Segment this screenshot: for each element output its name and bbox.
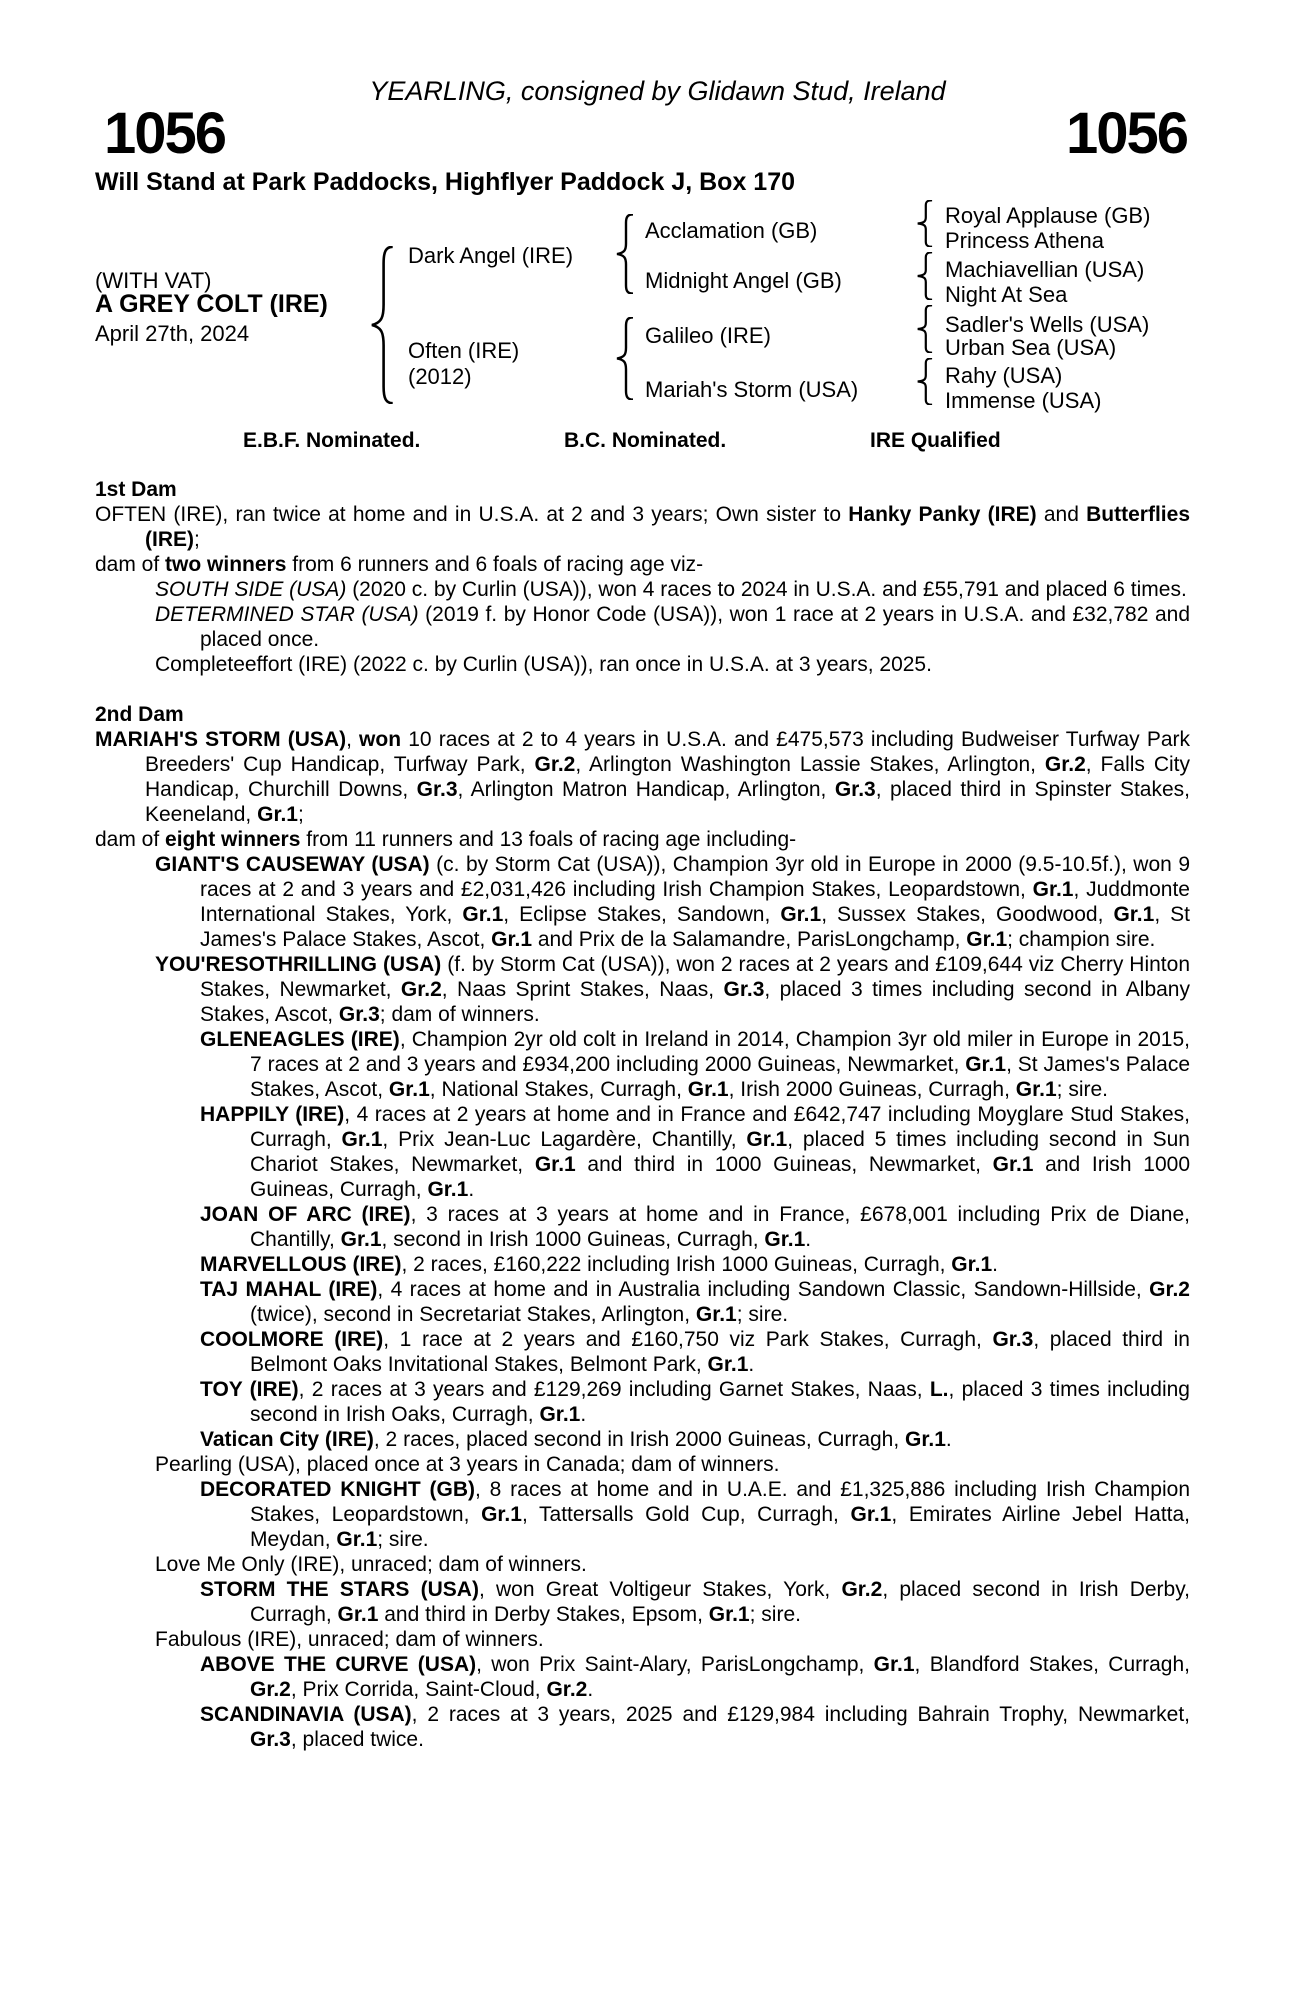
text-run: DETERMINED STAR (USA) [155,603,419,626]
pedigree-paragraph [95,1027,1190,1102]
text-run: , placed 5 times including second in Sun Chariot Stakes, Newmarket, [250,1128,1190,1176]
text-run: (c. by Storm Cat (USA)), Champion 3yr old in Europe in 2000 (9.5-10.5f.), won 9 races at 2 and 3 years and £2,031,426 including Irish Champion Stakes, Leopardstown, [200,853,1190,901]
text-run: , 2 races at 3 years, 2025 and £129,984 including Bahrain Trophy, Newmarket, [411,1703,1190,1726]
text-run: . [587,1678,594,1701]
text-run: ; sire. [749,1603,801,1626]
text-run: , 4 races at home and in Australia including Sandown Classic, Sandown-Hillside, [377,1278,1150,1301]
text-run: Gr.1 [1113,903,1155,926]
text-run: dam of [95,553,166,576]
pedigree-paragraph [95,602,1190,652]
text-run: (2020 c. by Curlin (USA)), won 4 races to 2024 in U.S.A. and £55,791 and placed 6 times. [346,578,1187,601]
text-run: . [468,1178,475,1201]
pedigree-paragraph [95,952,1190,1027]
pedigree-paragraph [95,1202,1190,1252]
text-run: Gr.3 [250,1728,291,1751]
text-run: Gr.1 [966,928,1008,951]
text-run: Gr.1 [462,903,504,926]
text-run: Gr.1 [1032,878,1074,901]
text-run: , Tattersalls Gold Cup, Curragh, [521,1503,851,1526]
text-run: , Prix Corrida, Saint-Cloud, [290,1678,547,1701]
stand-location-line: Will Stand at Park Paddocks, Highflyer Paddock J, Box 170 [95,168,795,196]
text-run: . [580,1403,587,1426]
text-run: , 2 races at 3 years and £129,269 including Garnet Stakes, Naas, [298,1378,930,1401]
text-run: , second in Irish 1000 Guineas, Curragh, [381,1228,765,1251]
text-run: Vatican City (IRE) [200,1428,374,1451]
text-run: TAJ MAHAL (IRE) [200,1278,378,1301]
text-run: Gr.1 [695,1303,737,1326]
text-run: from 6 runners and 6 foals of racing age viz- [286,553,704,576]
text-run: Gr.3 [723,978,765,1001]
text-run: and third in 1000 Guineas, Newmarket, [575,1153,993,1176]
pedigree-paragraph [95,652,1190,677]
text-run: Gr.1 [427,1178,469,1201]
dam-name: Often (IRE) [408,338,520,363]
text-run: Gr.3 [338,1003,380,1026]
text-run: OFTEN (IRE), ran twice at home and in U.S.A. at 2 and 3 years; Own sister to [95,503,849,526]
text-run: ; [297,803,304,826]
text-run: , St James's Palace Stakes, Ascot, [200,903,1191,951]
pedigree-paragraph [95,1627,1190,1652]
text-run: Gr.1 [708,1603,750,1626]
text-run: Gr.1 [481,1503,522,1526]
pedigree-paragraph [95,727,1190,827]
text-run: , placed 3 times including second in Irish Oaks, Curragh, [250,1378,1190,1426]
bc-nominated-label: B.C. Nominated. [564,429,727,452]
text-run: Completeeffort (IRE) (2022 c. by Curlin (USA)), ran once in U.S.A. at 3 years, 2025. [155,653,932,676]
text-run: Gr.1 [336,1528,378,1551]
ebf-nominated-label: E.B.F. Nominated. [243,429,421,452]
text-run: MARVELLOUS (IRE) [200,1253,402,1276]
text-run: , placed second in Irish Derby, Curragh, [250,1578,1190,1626]
sire-sire: Acclamation (GB) [645,218,818,243]
horse-name: A GREY COLT (IRE) [95,290,328,318]
pedigree-paragraph [95,1427,1190,1452]
text-run: Gr.1 [873,1653,915,1676]
text-run: won [359,728,402,751]
text-run: Love Me Only (IRE), unraced; dam of winners. [155,1553,587,1576]
text-run: Gr.2 [250,1678,291,1701]
text-run: JOAN OF ARC (IRE) [200,1203,411,1226]
text-run: Gr.1 [746,1128,788,1151]
text-run: Gr.1 [534,1153,576,1176]
pedigree-brace [915,252,933,300]
text-run: COOLMORE (IRE) [200,1328,384,1351]
great-grandparent: Royal Applause (GB) [945,203,1151,228]
ire-qualified-label: IRE Qualified [870,429,1001,452]
pedigree-paragraph [95,1652,1190,1702]
pedigree-paragraph [95,1477,1190,1552]
text-run: Gr.1 [388,1078,430,1101]
text-run: , 1 race at 2 years and £160,750 viz Park Stakes, Curragh, [383,1328,993,1351]
text-run: , 4 races at 2 years at home and in France and £642,747 including Moyglare Stud Stakes, Curragh, [250,1103,1190,1151]
text-run: Gr.1 [687,1078,729,1101]
pedigree-paragraph [95,1452,1190,1477]
great-grandparent: Machiavellian (USA) [945,257,1145,282]
text-run: Gr.3 [834,778,876,801]
text-run: , placed 3 times including second in Albany Stakes, Ascot, [200,978,1190,1026]
text-run: , St James's Palace Stakes, Ascot, [250,1053,1191,1101]
text-run: , Blandford Stakes, Curragh, [914,1653,1190,1676]
text-run: , placed third in Belmont Oaks Invitational Stakes, Belmont Park, [250,1328,1190,1376]
great-grandparent: Immense (USA) [945,388,1102,413]
pedigree-paragraph [95,1102,1190,1202]
pedigree-paragraph [95,1327,1190,1377]
text-run: , won Great Voltigeur Stakes, York, [478,1578,842,1601]
text-run: L. [929,1378,949,1401]
great-grandparent: Sadler's Wells (USA) [945,312,1150,337]
text-run: , Juddmonte International Stakes, York, [200,878,1190,926]
text-run: , [346,728,360,751]
dam-section-heading: 1st Dam [95,478,177,501]
pedigree-paragraph [95,577,1190,602]
pedigree-brace [614,214,634,294]
text-run: , placed third in Spinster Stakes, Keeneland, [145,778,1190,826]
text-run: Gr.2 [1044,753,1086,776]
text-run: , 2 races, placed second in Irish 2000 Guineas, Curragh, [373,1428,906,1451]
text-run: (2019 f. by Honor Code (USA)), won 1 race at 2 years in U.S.A. and £32,782 and placed once. [200,603,1190,651]
dam-year: (2012) [408,364,472,389]
text-run: (f. by Storm Cat (USA)), won 2 races at 2 years and £109,644 viz Cherry Hinton Stakes, Newmarket, [200,953,1190,1001]
pedigree-paragraph [95,852,1190,952]
text-run: and third in Derby Stakes, Epsom, [378,1603,709,1626]
pedigree-brace [915,200,933,247]
text-run: and Irish 1000 Guineas, Curragh, [250,1153,1190,1201]
pedigree-paragraph [95,1252,1190,1277]
text-run: two winners [165,553,287,576]
text-run: . [748,1353,755,1376]
text-run: GLENEAGLES (IRE) [200,1028,400,1051]
text-run: ; sire. [736,1303,789,1326]
pedigree-paragraph [95,1277,1190,1327]
text-run: Gr.3 [416,778,458,801]
pedigree-brace [614,317,634,400]
text-run: Gr.1 [337,1603,379,1626]
text-run: ; sire. [377,1528,429,1551]
text-run: Gr.1 [341,1128,383,1151]
text-run: , Eclipse Stakes, Sandown, [503,903,781,926]
text-run: , Irish 2000 Guineas, Curragh, [728,1078,1016,1101]
pedigree-paragraph [95,1552,1190,1577]
lot-number-left: 1056 [104,101,226,166]
text-run: Gr.1 [780,903,822,926]
consignor-line: YEARLING, consigned by Glidawn Stud, Ireland [369,76,946,106]
text-run: , 8 races at home and in U.A.E. and £1,325,886 including Irish Champion Stakes, Leopardstown, [250,1478,1191,1526]
pedigree-paragraph [95,1702,1190,1752]
text-run: and Prix de la Salamandre, ParisLongchamp, [532,928,967,951]
text-run: . [805,1228,812,1251]
text-run: , Prix Jean-Luc Lagardère, Chantilly, [382,1128,747,1151]
text-run: 10 races at 2 to 4 years in U.S.A. and £475,573 including Budweiser Turfway Park Breeders' Cup Handicap, Turfway Park, [145,728,1190,776]
text-run: Pearling (USA), placed once at 3 years in Canada; dam of winners. [155,1453,780,1476]
text-run: TOY (IRE) [200,1378,299,1401]
text-run: Gr.1 [539,1403,581,1426]
text-run: Gr.1 [707,1353,749,1376]
text-run: Gr.1 [965,1053,1007,1076]
text-run: ; [194,528,200,551]
text-run: Gr.1 [1015,1078,1057,1101]
sire-dam: Midnight Angel (GB) [645,268,842,293]
text-run: , 3 races at 3 years at home and in France, £678,001 including Prix de Diane, Chantilly, [250,1203,1190,1251]
pedigree-paragraph [95,552,1190,577]
pedigree-brace [915,358,933,405]
text-run: ; sire. [1056,1078,1108,1101]
text-run: SCANDINAVIA (USA) [200,1703,412,1726]
text-run: Gr.3 [992,1328,1034,1351]
great-grandparent: Urban Sea (USA) [945,335,1117,360]
text-run: and [1036,503,1087,526]
dam-sire: Galileo (IRE) [645,323,771,348]
text-run: , Naas Sprint Stakes, Naas, [441,978,724,1001]
text-run: , Arlington Matron Handicap, Arlington, [457,778,835,801]
text-run: Gr.1 [951,1253,993,1276]
text-run: Gr.2 [534,753,576,776]
dam-section-heading: 2nd Dam [95,703,184,726]
vat-note: (WITH VAT) [95,268,212,293]
text-run: (twice), second in Secretariat Stakes, Arlington, [250,1303,696,1326]
text-run: , 2 races, £160,222 including Irish 1000 Guineas, Curragh, [401,1253,952,1276]
text-run: . [992,1253,999,1276]
text-run: Gr.2 [546,1678,588,1701]
text-run: dam of [95,828,166,851]
text-run: Gr.1 [340,1228,382,1251]
text-run: Butterflies (IRE) [145,503,1190,551]
dam-dam: Mariah's Storm (USA) [645,377,859,402]
text-run: , Falls City Handicap, Churchill Downs, [145,753,1190,801]
text-run: , placed twice. [290,1728,424,1751]
text-run: Gr.1 [992,1153,1034,1176]
foal-date: April 27th, 2024 [95,321,250,346]
pedigree-paragraph [95,1377,1190,1427]
pedigree-paragraph [95,1577,1190,1627]
text-run: eight winners [165,828,301,851]
great-grandparent: Night At Sea [945,282,1068,307]
text-run: Gr.1 [905,1428,946,1451]
text-run: Gr.1 [764,1228,806,1251]
text-run: Gr.2 [1149,1278,1190,1301]
pedigree-text-body [95,477,1190,1752]
pedigree-paragraph [95,502,1190,552]
text-run: Gr.2 [841,1578,883,1601]
text-run: , Arlington Washington Lassie Stakes, Arlington, [575,753,1045,776]
pedigree-brace [368,246,394,404]
text-run: , National Stakes, Curragh, [429,1078,688,1101]
text-run: YOU'RESOTHRILLING (USA) [155,953,442,976]
text-run: HAPPILY (IRE) [200,1103,345,1126]
text-run: ABOVE THE CURVE (USA) [200,1653,477,1676]
text-run: Gr.1 [491,928,533,951]
great-grandparent: Princess Athena [945,228,1104,253]
text-run: MARIAH'S STORM (USA) [95,728,347,751]
pedigree-paragraph [95,827,1190,852]
great-grandparent: Rahy (USA) [945,363,1063,388]
text-run: GIANT'S CAUSEWAY (USA) [155,853,430,876]
text-run: , Champion 2yr old colt in Ireland in 2014, Champion 3yr old miler in Europe in 2015, 7 races at 2 and 3 years and £934,200 including 2000 Guineas, Newmarket, [250,1028,1191,1076]
text-run: Gr.2 [400,978,442,1001]
text-run: . [945,1428,952,1451]
text-run: ; dam of winners. [379,1003,540,1026]
text-run: SOUTH SIDE (USA) [155,578,347,601]
pedigree-brace [915,305,933,353]
text-run: Gr.1 [850,1503,892,1526]
text-run: from 11 runners and 13 foals of racing age including- [300,828,797,851]
text-run: , won Prix Saint-Alary, ParisLongchamp, [476,1653,874,1676]
text-run: Gr.1 [257,803,298,826]
text-run: ; champion sire. [1007,928,1156,951]
text-run: STORM THE STARS (USA) [200,1578,479,1601]
lot-number-right: 1056 [1065,101,1187,166]
text-run: Fabulous (IRE), unraced; dam of winners. [155,1628,544,1651]
text-run: DECORATED KNIGHT (GB) [200,1478,476,1501]
text-run: , Sussex Stakes, Goodwood, [821,903,1114,926]
text-run: Hanky Panky (IRE) [848,503,1037,526]
text-run: , Emirates Airline Jebel Hatta, Meydan, [250,1503,1191,1551]
sire-name: Dark Angel (IRE) [408,243,574,268]
